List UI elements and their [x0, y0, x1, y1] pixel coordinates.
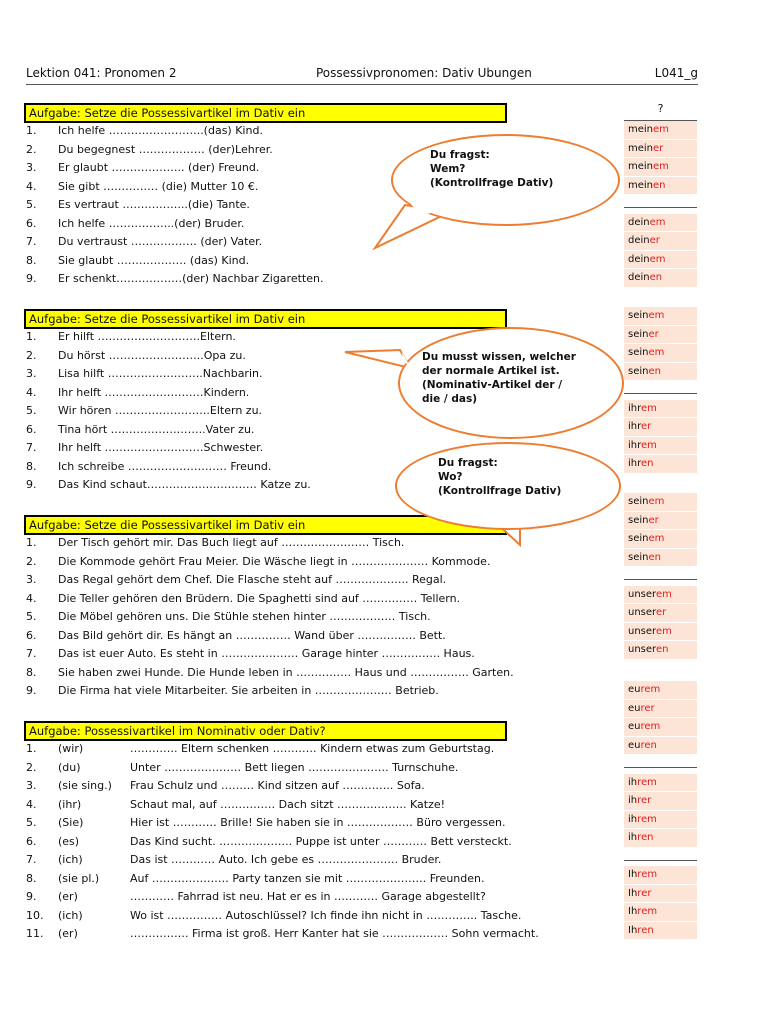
answer-cell [624, 641, 697, 660]
answer-ending: em [641, 439, 657, 451]
answer-cell [624, 418, 697, 437]
answer-stem: sein [628, 551, 649, 563]
answer-ending: em [655, 588, 672, 600]
answer-ending: em [655, 625, 672, 637]
answer-stem: sein [628, 533, 649, 544]
answer-cell [624, 604, 697, 623]
bubble-text-2: Du musst wissen, welcher der normale Artikel ist. (Nominativ-Artikel der / die / das) [422, 351, 576, 405]
answer-stem: ih [628, 813, 638, 825]
answer-cell [624, 214, 697, 233]
answer-ending: rer [640, 702, 655, 714]
answer-cell [624, 586, 697, 605]
answer-stem: dein [628, 235, 650, 246]
answer-cell [624, 251, 697, 270]
answer-ending: rem [637, 776, 657, 788]
answer-ending: em [649, 253, 666, 265]
answer-cell [624, 885, 697, 904]
answer-cell [624, 493, 697, 512]
answer-stem: sein [628, 365, 649, 377]
answer-ending: rem [640, 684, 661, 695]
answer-ending: rer [637, 887, 652, 899]
answer-cell [624, 344, 697, 363]
answer-cell [624, 549, 697, 568]
answer-ending: en [655, 644, 669, 655]
answer-stem: Ih [628, 924, 638, 936]
answer-ending: en [641, 458, 654, 469]
answer-stem: sein [628, 310, 649, 321]
bubble-text-3: Du fragst: Wo? (Kontrollfrage Dativ) [438, 457, 562, 497]
answer-cell [624, 363, 697, 382]
answer-stem: ihr [628, 439, 642, 451]
answer-cell [624, 681, 697, 700]
answer-cell [624, 400, 697, 419]
section-title: Aufgabe: Setze die Possessivartikel im Dativ ein [24, 103, 507, 123]
answer-cell [624, 829, 697, 848]
answer-stem: eu [628, 702, 641, 714]
answer-stem: eu [628, 721, 641, 732]
answer-ending: en [649, 272, 663, 283]
answer-separator [624, 199, 697, 208]
section-title: Aufgabe: Setze die Possessivartikel im Dativ ein [24, 515, 507, 535]
answer-stem: ih [628, 832, 638, 843]
answer-stem: mein [628, 161, 654, 172]
answer-cell [624, 177, 697, 196]
answer-cell [624, 811, 697, 830]
section-title: Aufgabe: Possessivartikel im Nominativ oder Dativ? [24, 721, 507, 741]
answer-cell [624, 922, 697, 941]
answer-ending: rem [640, 721, 661, 732]
answer-cell [624, 269, 697, 288]
answer-ending: en [648, 365, 661, 377]
answer-stem: unser [628, 644, 656, 655]
answer-cell [624, 512, 697, 531]
header-lesson: Lektion 041: Pronomen 2 [26, 66, 177, 80]
answer-cell [624, 437, 697, 456]
answer-cell [624, 718, 697, 737]
answer-stem: unser [628, 625, 656, 637]
answer-ending: er [653, 142, 664, 154]
answer-stem: eu [628, 684, 641, 695]
answer-stem: ihr [628, 421, 642, 432]
answer-cell [624, 530, 697, 549]
answer-ending: er [648, 514, 659, 526]
answer-ending: rer [637, 795, 652, 806]
answer-ending: em [649, 216, 666, 228]
answer-stem: Ih [628, 887, 638, 899]
answer-cell [624, 326, 697, 345]
answer-cell [624, 232, 697, 251]
answer-ending: ren [637, 924, 654, 936]
answer-stem: unser [628, 607, 656, 618]
answer-cell [624, 455, 697, 474]
answer-stem: ih [628, 776, 638, 788]
answer-cell [624, 774, 697, 793]
answer-cell [624, 792, 697, 811]
bubble-tail-2 [345, 350, 410, 368]
header-topic: Possessivpronomen: Dativ Ubungen [316, 66, 532, 80]
answer-ending: rem [637, 813, 657, 825]
answer-ending: en [653, 179, 666, 191]
answer-stem: sein [628, 514, 649, 526]
page-header [26, 66, 698, 82]
answer-cell [624, 623, 697, 642]
section-title: Aufgabe: Setze die Possessivartikel im Dativ ein [24, 309, 507, 329]
answer-stem: mein [628, 142, 654, 154]
answer-separator [624, 385, 697, 394]
answer-stem: sein [628, 347, 649, 358]
answer-ending: ren [637, 832, 654, 843]
answer-stem: ihr [628, 458, 642, 469]
answer-ending: er [649, 235, 660, 246]
answer-stem: mein [628, 124, 654, 135]
answer-ending: rem [637, 906, 658, 917]
header-code: L041_g [654, 66, 698, 80]
answer-cell [624, 158, 697, 177]
answer-stem: unser [628, 588, 656, 600]
answer-ending: er [648, 328, 659, 340]
answer-ending: em [641, 402, 657, 414]
answer-ending: ren [640, 739, 657, 751]
answer-ending: em [648, 496, 665, 507]
answer-ending: rem [637, 869, 658, 880]
answer-ending: em [648, 347, 665, 358]
answer-ending: em [653, 161, 669, 172]
answer-stem: dein [628, 216, 650, 228]
answer-cell [624, 737, 697, 756]
answer-stem: eu [628, 739, 641, 751]
answer-stem: sein [628, 496, 649, 507]
answer-separator [624, 571, 697, 580]
answer-cell [624, 121, 697, 140]
answer-stem: Ih [628, 906, 638, 917]
answer-stem: dein [628, 272, 650, 283]
answer-separator [624, 759, 697, 768]
answer-stem: sein [628, 328, 649, 340]
answer-ending: en [648, 551, 661, 563]
answer-stem: ihr [628, 402, 642, 414]
answer-ending: em [648, 310, 665, 321]
answer-ending: em [653, 124, 669, 135]
answer-stem: Ih [628, 869, 638, 880]
answer-stem: ih [628, 795, 638, 806]
answer-column-header: ? [657, 102, 664, 115]
answer-ending: er [655, 607, 667, 618]
answer-cell [624, 140, 697, 159]
answer-cell [624, 903, 697, 922]
bubble-text-1: Du fragst: Wem? (Kontrollfrage Dativ) [430, 149, 554, 189]
answer-separator [624, 852, 697, 861]
answer-cell [624, 866, 697, 885]
header-divider [26, 84, 698, 85]
answer-cell [624, 700, 697, 719]
answer-cell [624, 307, 697, 326]
answer-stem: mein [628, 179, 654, 191]
answer-ending: er [641, 421, 652, 432]
answer-stem: dein [628, 253, 650, 265]
answer-ending: em [648, 533, 665, 544]
